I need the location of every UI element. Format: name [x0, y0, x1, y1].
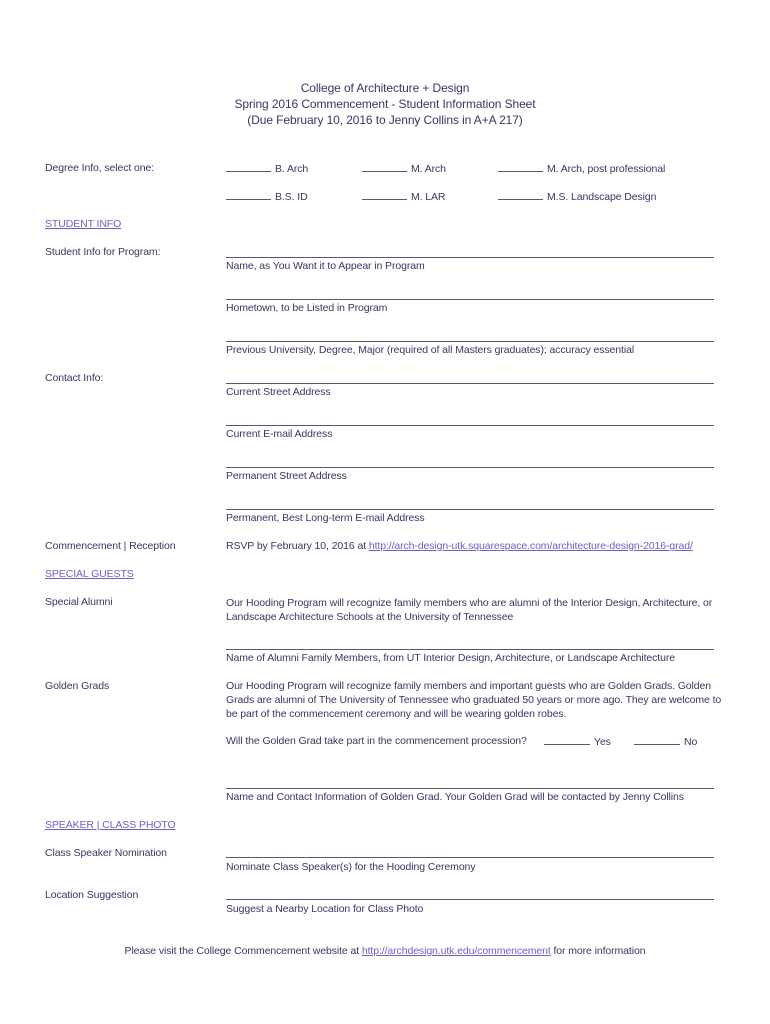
current-street-input-line[interactable]: [226, 383, 714, 384]
checkbox-blank[interactable]: [544, 735, 590, 745]
golden-grad-contact-field-caption: Name and Contact Information of Golden Grad. Your Golden Grad will be contacted by Jenny Collins: [226, 791, 684, 803]
speaker-nomination-input-line[interactable]: [226, 857, 714, 858]
degree-info-label: Degree Info, select one:: [45, 162, 155, 174]
form-title-commencement: Spring 2016 Commencement - Student Information Sheet: [234, 97, 536, 111]
degree-option-march[interactable]: M. Arch: [362, 162, 446, 175]
degree-option-mlar[interactable]: M. LAR: [362, 190, 445, 203]
photo-location-field-caption: Suggest a Nearby Location for Class Photo: [226, 903, 424, 915]
rsvp-link[interactable]: http://arch-design-utk.squarespace.com/architecture-design-2016-grad/: [368, 540, 693, 552]
current-email-field-caption: Current E-mail Address: [226, 428, 333, 440]
rsvp-line: [226, 540, 693, 552]
hometown-input-line[interactable]: [226, 299, 714, 300]
degree-option-ms-landscape-design[interactable]: M.S. Landscape Design: [498, 190, 656, 203]
golden-grads-description: Our Hooding Program will recognize family members and important guests who are Golden Grads. Golden Grads are alumni of The University of Tennessee who graduated 50 years or more ago. They are welcome to be part of the commencement ceremony and will be wearing golden robes.: [226, 680, 722, 720]
location-suggestion-label: Location Suggestion: [45, 889, 139, 901]
permanent-street-field-caption: Permanent Street Address: [226, 470, 347, 482]
hometown-field-caption: Hometown, to be Listed in Program: [226, 302, 388, 314]
section-heading-special-guests: SPECIAL GUESTS: [45, 568, 134, 580]
checkbox-blank[interactable]: [498, 162, 543, 172]
section-heading-speaker-class-photo: SPEAKER | CLASS PHOTO: [45, 819, 176, 831]
checkbox-blank[interactable]: [362, 190, 407, 200]
degree-option-march-post-professional[interactable]: M. Arch, post professional: [498, 162, 665, 175]
permanent-email-input-line[interactable]: [226, 509, 714, 510]
permanent-street-input-line[interactable]: [226, 467, 714, 468]
checkbox-blank[interactable]: [634, 735, 680, 745]
current-email-input-line[interactable]: [226, 425, 714, 426]
rsvp-text: RSVP by February 10, 2016 at: [226, 540, 369, 552]
name-field-caption: Name, as You Want it to Appear in Program: [226, 260, 425, 272]
commencement-website-link[interactable]: http://archdesign.utk.edu/commencement: [361, 945, 551, 957]
commencement-reception-label: Commencement | Reception: [45, 540, 176, 552]
special-alumni-description: Our Hooding Program will recognize family members who are alumni of the Interior Design, Architecture, or Landscape Architecture Schools at the University of Tennessee: [226, 597, 713, 623]
student-info-program-label: Student Info for Program:: [45, 246, 161, 258]
class-speaker-nomination-label: Class Speaker Nomination: [45, 847, 167, 859]
procession-no-option[interactable]: No: [634, 735, 697, 748]
photo-location-input-line[interactable]: [226, 899, 714, 900]
contact-info-label: Contact Info:: [45, 372, 104, 384]
footer-text-after: for more information: [550, 945, 646, 957]
footer-text-before: Please visit the College Commencement website at: [124, 945, 362, 957]
permanent-email-field-caption: Permanent, Best Long-term E-mail Address: [226, 512, 425, 524]
degree-option-barch[interactable]: B. Arch: [226, 162, 308, 175]
form-title-due-date: (Due February 10, 2016 to Jenny Collins in A+A 217): [247, 113, 523, 127]
name-input-line[interactable]: [226, 257, 714, 258]
speaker-nomination-field-caption: Nominate Class Speaker(s) for the Hooding Ceremony: [226, 861, 476, 873]
form-title-college: College of Architecture + Design: [300, 81, 470, 95]
special-alumni-label: Special Alumni: [45, 596, 113, 608]
alumni-names-field-caption: Name of Alumni Family Members, from UT Interior Design, Architecture, or Landscape Architecture: [226, 652, 675, 664]
golden-grad-contact-input-line[interactable]: [226, 788, 714, 789]
golden-grads-label: Golden Grads: [45, 680, 110, 692]
checkbox-blank[interactable]: [498, 190, 543, 200]
degree-option-bsid[interactable]: B.S. ID: [226, 190, 308, 203]
previous-university-field-caption: Previous University, Degree, Major (required of all Masters graduates); accuracy essential: [226, 344, 635, 356]
checkbox-blank[interactable]: [226, 190, 271, 200]
current-street-field-caption: Current Street Address: [226, 386, 331, 398]
alumni-names-input-line[interactable]: [226, 649, 714, 650]
checkbox-blank[interactable]: [226, 162, 271, 172]
golden-grad-procession-question: Will the Golden Grad take part in the commencement procession?: [226, 735, 527, 747]
section-heading-student-info: STUDENT INFO: [45, 218, 122, 230]
checkbox-blank[interactable]: [362, 162, 407, 172]
footer-note: [0, 945, 770, 957]
previous-university-input-line[interactable]: [226, 341, 714, 342]
procession-yes-option[interactable]: Yes: [544, 735, 611, 748]
